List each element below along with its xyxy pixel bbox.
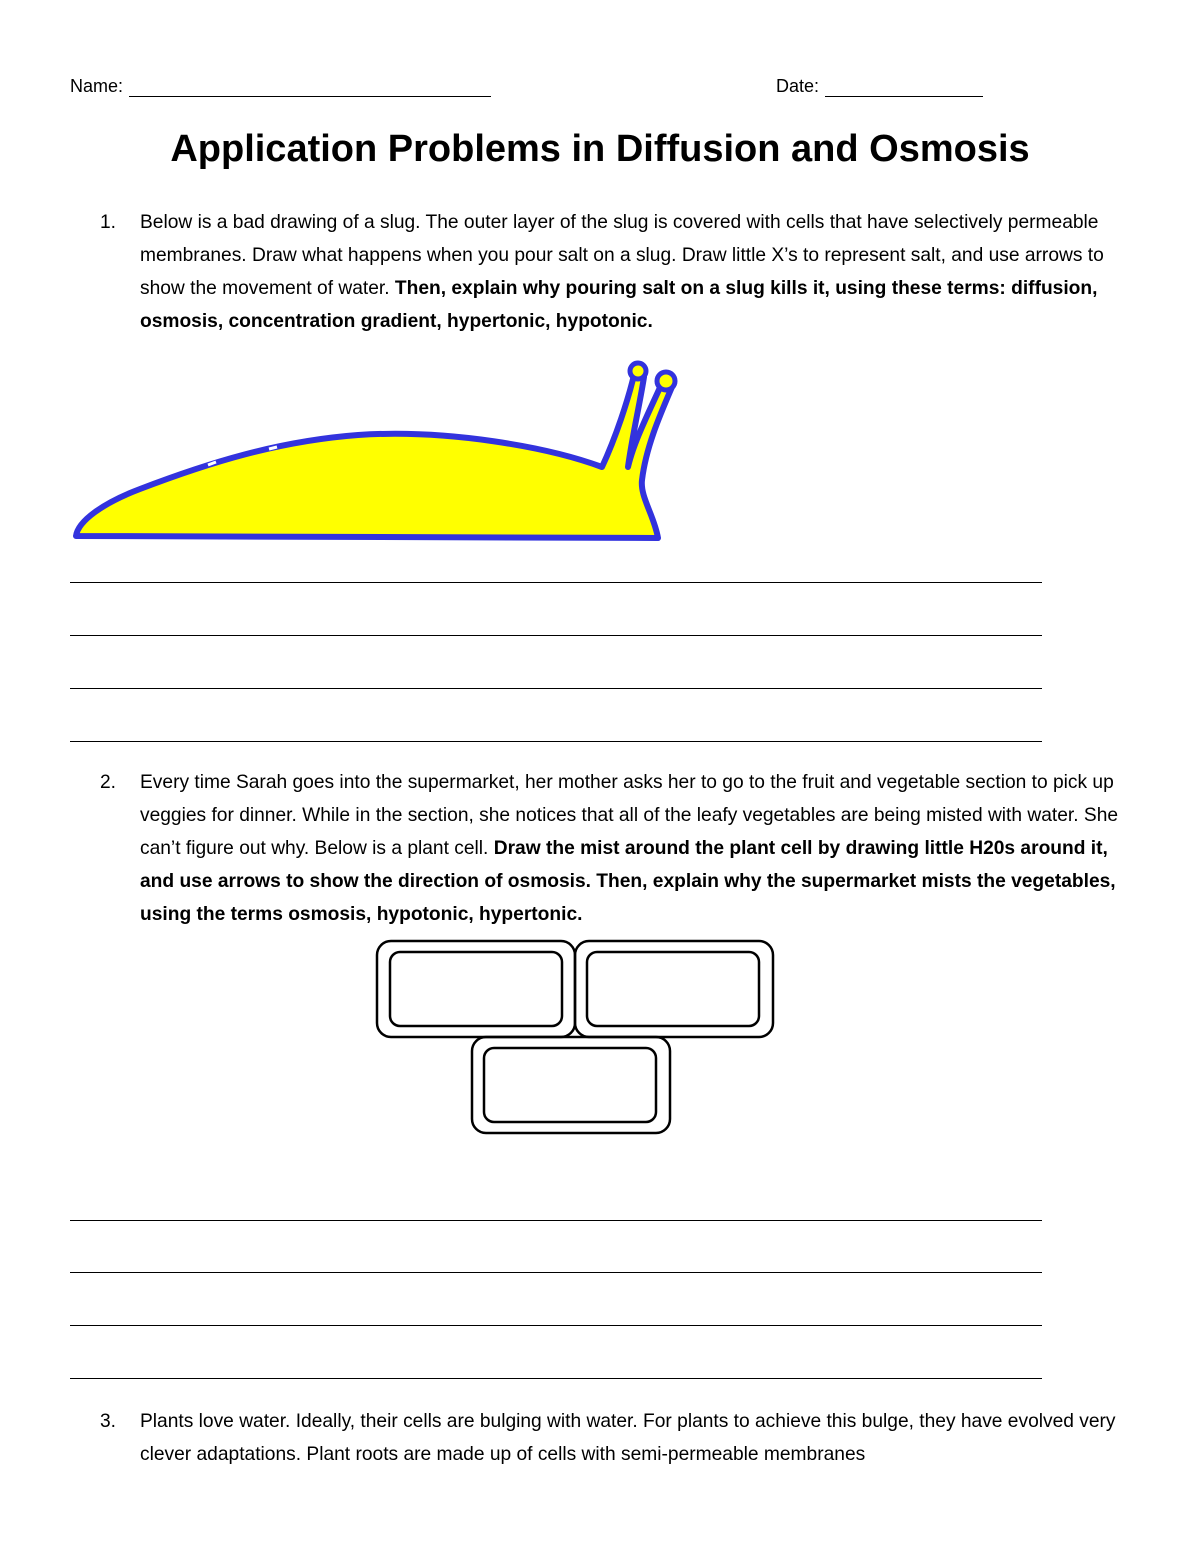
answer-line[interactable] [70,1220,1042,1221]
name-field[interactable] [70,76,491,97]
question-2 [100,766,1130,931]
plant-cell-membrane [484,1048,656,1122]
plant-cell-wall [575,941,773,1037]
plant-cell-drawing [372,936,780,1136]
name-label: Name: [70,76,124,96]
slug-tentacle-tip-left [630,363,646,379]
plant-cell-wall [377,941,575,1037]
answer-line[interactable] [70,688,1042,689]
date-label: Date: [776,76,820,96]
question-text [140,1405,1130,1471]
question-body: Plants love water. Ideally, their cells are bulging with water. For plants to achieve this bulge, they have evolved very clever adaptations. Plant roots are made up of cells with semi-permeable membranes [140,1411,1116,1465]
answer-line[interactable] [70,741,1042,742]
plant-cell-membrane [587,952,759,1026]
question-number: 2. [100,772,117,793]
answer-line[interactable] [70,1325,1042,1326]
answer-line[interactable] [70,582,1042,583]
slug-drawing [68,355,698,550]
page-title: Application Problems in Diffusion and Osmosis [170,128,1030,170]
question-number: 1. [100,212,117,233]
answer-line[interactable] [70,635,1042,636]
slug-tentacle-tip-right [657,372,675,390]
name-blank[interactable] [129,76,491,97]
answer-line[interactable] [70,1378,1042,1379]
slug-body [76,375,672,538]
question-3 [100,1405,1130,1471]
question-instruction: Draw the mist around the plant cell by drawing little H20s around it, and use arrows to show the direction of osmosis. Then, explain why the supermarket mists the vegetables, using the terms osmosis, hypotonic, hypertonic. [140,838,1116,925]
question-1 [100,206,1130,338]
question-text [140,206,1130,338]
plant-cell-wall [472,1037,670,1133]
question-body: Every time Sarah goes into the supermarket, her mother asks her to go to the fruit and vegetable section to pick up veggies for dinner. While in the section, she notices that all of the leafy vegetables are being misted with water. She can’t figure out why. Below is a plant cell. [140,772,1119,859]
question-text [140,766,1130,931]
question-body: Below is a bad drawing of a slug. The outer layer of the slug is covered with cells that have selectively permeable membranes. Draw what happens when you pour salt on a slug. Draw little X’s to represent salt, and use arrows to show the movement of water. [140,212,1104,299]
question-instruction: Then, explain why pouring salt on a slug kills it, using these terms: diffusion, osmosis, concentration gradient, hypertonic, hypotonic. [140,278,1098,332]
date-blank[interactable] [825,76,983,97]
question-number: 3. [100,1411,117,1432]
plant-cell-membrane [390,952,562,1026]
date-field[interactable] [776,76,983,97]
answer-line[interactable] [70,1272,1042,1273]
